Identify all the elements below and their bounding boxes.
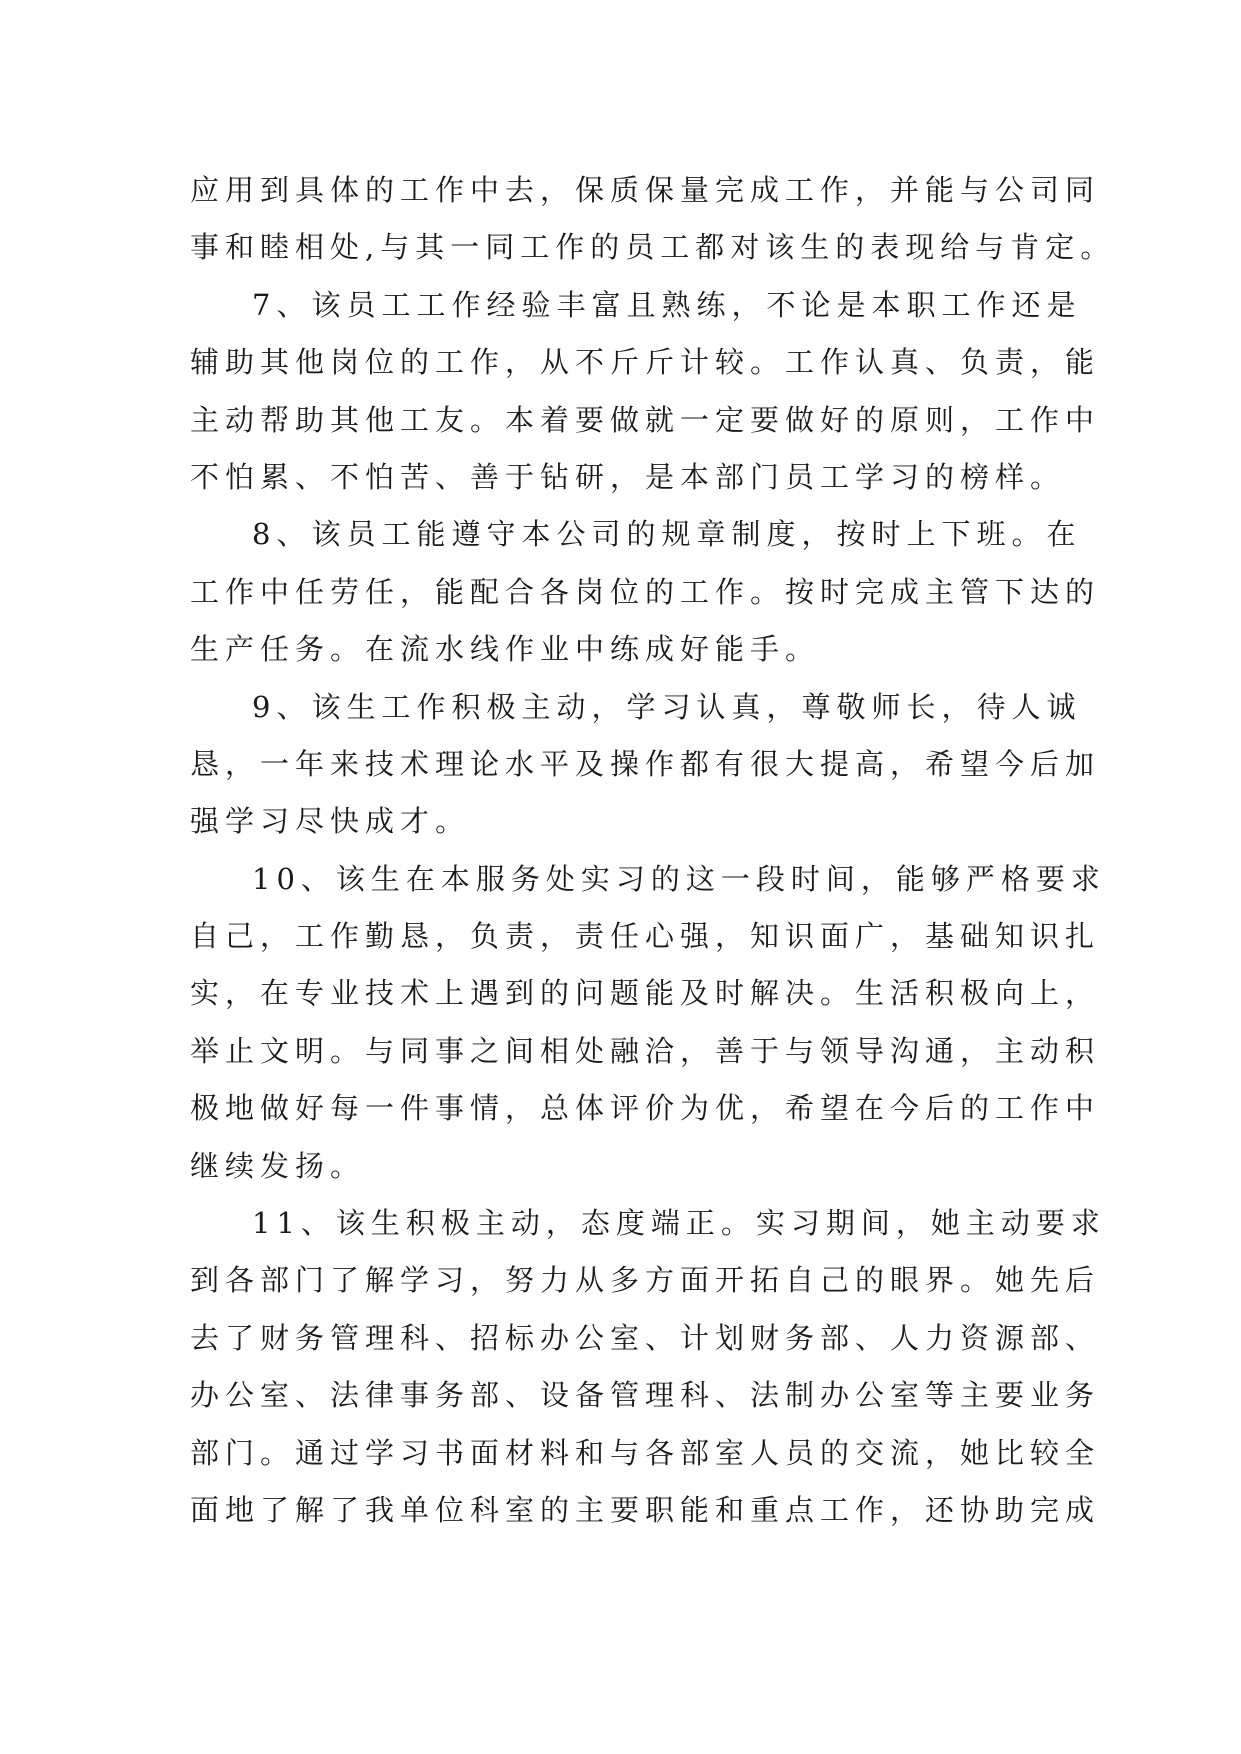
text-line: 应用到具体的工作中去，保质保量完成工作，并能与公司同 (190, 173, 1101, 207)
paragraph-11-start: 11、该生积极主动，态度端正。实习期间，她主动要求 (252, 1206, 1106, 1241)
text-line: 不怕累、不怕苦、善于钻研，是本部门员工学习的榜样。 (190, 459, 1066, 494)
text-line: 举止文明。与同事之间相处融洽，善于与领导沟通，主动积 (190, 1033, 1101, 1068)
paragraph-7-start: 7、该员工工作经验丰富且熟练，不论是本职工作还是 (252, 287, 1082, 322)
text-line: 办公室、法律事务部、设备管理科、法制办公室等主要业务 (190, 1378, 1101, 1413)
text-line: 部门。通过学习书面材料和与各部室人员的交流，她比较全 (190, 1435, 1101, 1470)
text-line: 面地了解了我单位科室的主要职能和重点工作，还协助完成 (190, 1492, 1101, 1527)
text-line: 强学习尽快成才。 (190, 804, 471, 839)
text-line: 去了财务管理科、招标办公室、计划财务部、人力资源部、 (190, 1320, 1101, 1355)
text-line: 事和睦相处,与其一同工作的员工都对该生的表现给与肯定。 (190, 230, 1116, 265)
text-line: 生产任务。在流水线作业中练成好能手。 (190, 632, 821, 667)
paragraph-10-start: 10、该生在本服务处实习的这一段时间，能够严格要求 (252, 861, 1106, 896)
text-line: 主动帮助其他工友。本着要做就一定要做好的原则，工作中 (190, 402, 1101, 437)
paragraph-8-start: 8、该员工能遵守本公司的规章制度，按时上下班。在 (252, 517, 1082, 552)
text-line: 继续发扬。 (190, 1148, 366, 1183)
text-line: 辅助其他岗位的工作，从不斤斤计较。工作认真、负责，能 (190, 345, 1101, 380)
text-line: 到各部门了解学习，努力从多方面开拓自己的眼界。她先后 (190, 1263, 1101, 1298)
text-line: 工作中任劳任，能配合各岗位的工作。按时完成主管下达的 (190, 574, 1101, 609)
paragraph-9-start: 9、该生工作积极主动，学习认真，尊敬师长，待人诚 (252, 689, 1082, 724)
text-line: 自己，工作勤恳，负责，责任心强，知识面广，基础知识扎 (190, 919, 1101, 954)
text-line: 恳，一年来技术理论水平及操作都有很大提高，希望今后加 (190, 746, 1101, 781)
text-line: 极地做好每一件事情，总体评价为优，希望在今后的工作中 (190, 1091, 1101, 1126)
document-body (190, 162, 1116, 1539)
text-line: 实，在专业技术上遇到的问题能及时解决。生活积极向上， (190, 976, 1101, 1011)
